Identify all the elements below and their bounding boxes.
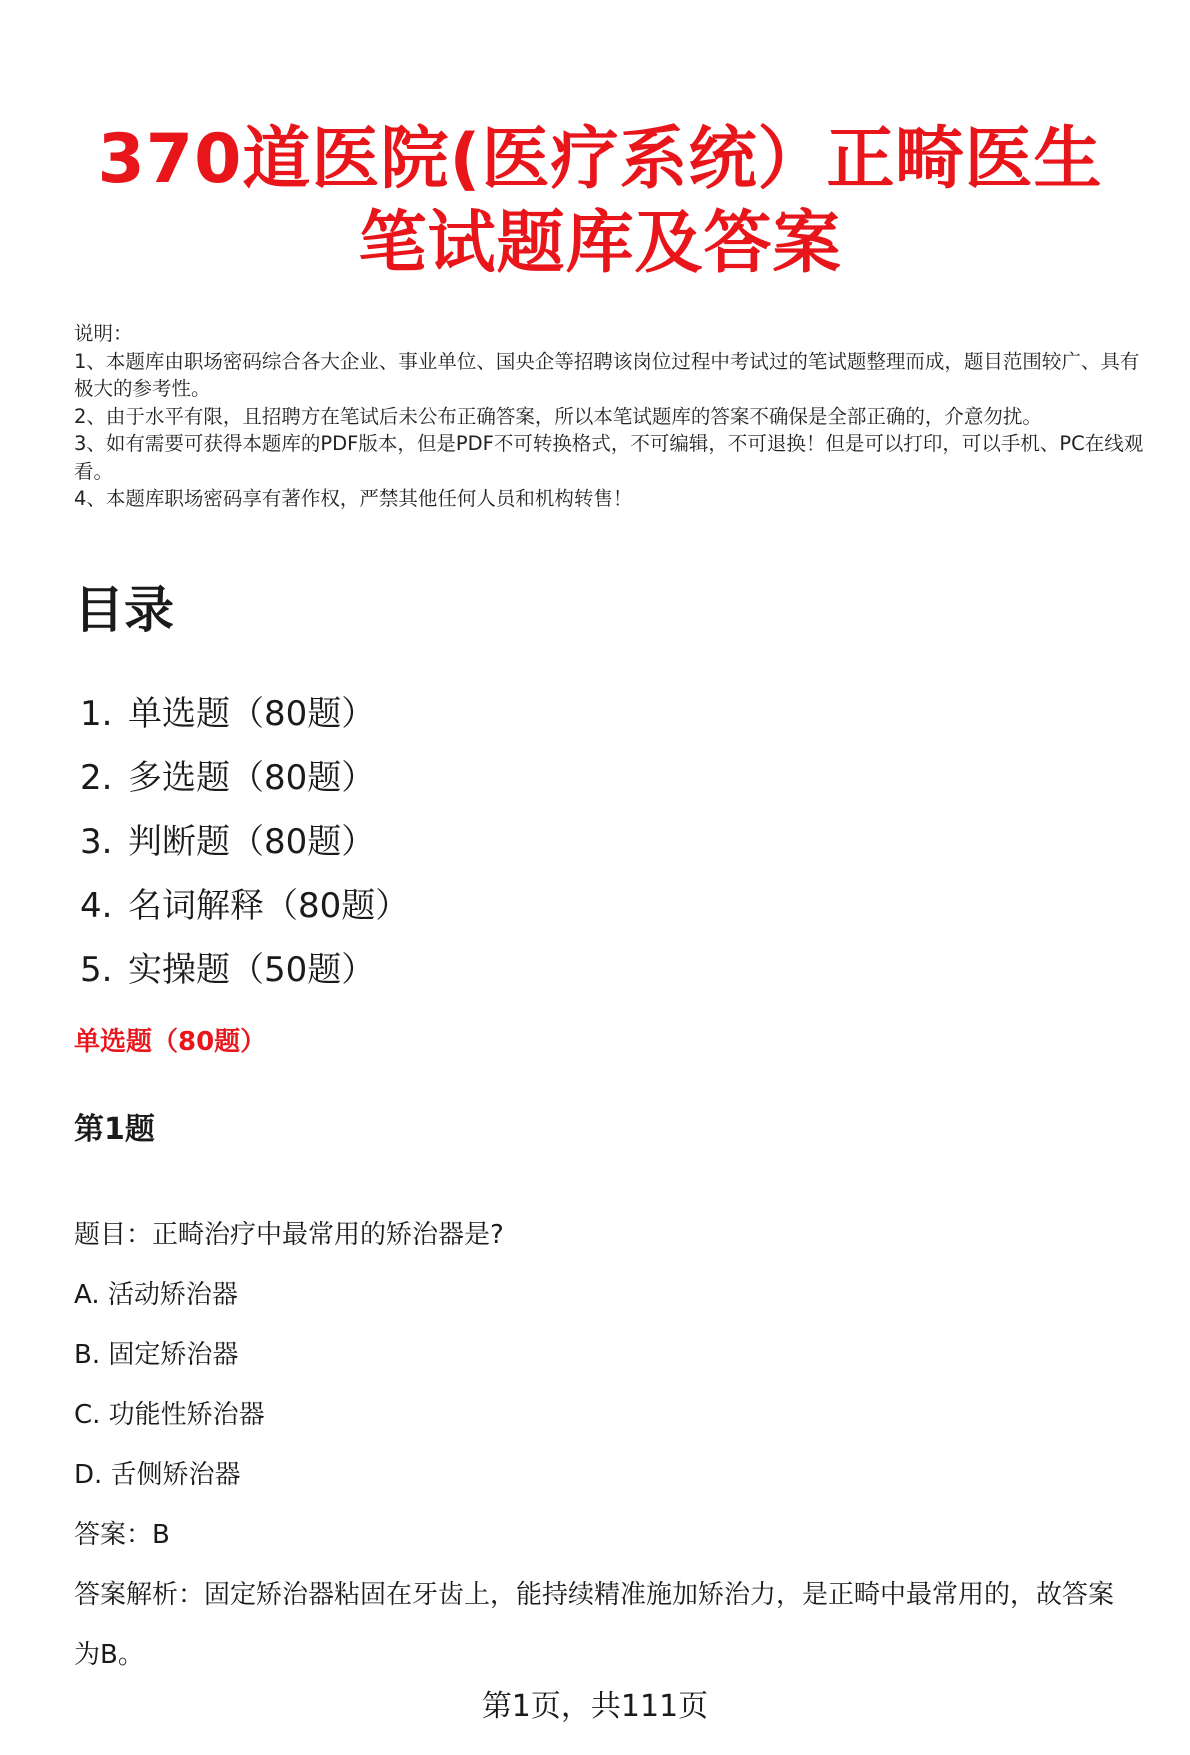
toc-item-number: 4.: [80, 886, 113, 926]
toc-item-number: 1.: [80, 694, 113, 734]
question-option-c: C. 功能性矫治器: [74, 1400, 265, 1430]
document-title: 370道医院(医疗系统）正畸医生笔试题库及答案: [97, 120, 1103, 283]
question-title: 第1题: [74, 1112, 155, 1147]
question-analysis: 答案解析：固定矫治器粘固在牙齿上，能持续精准施加矫治力，是正畸中最常用的，故答案为B。: [74, 1580, 1115, 1670]
question-block: [74, 1205, 1134, 1685]
notes-item: 3、如有需要可获得本题库的PDF版本，但是PDF不可转换格式，不可编辑，不可退换！但是可以打印，可以手机、PC在线观看。: [74, 432, 1144, 483]
notes-item: 1、本题库由职场密码综合各大企业、事业单位、国央企等招聘该岗位过程中考试过的笔试题整理而成，题目范围较广、具有极大的参考性。: [74, 349, 1140, 400]
toc-item-label: 判断题（80题）: [128, 822, 376, 862]
notes-heading: 说明：: [74, 322, 133, 345]
notes-block: [74, 320, 1149, 513]
toc-list: [80, 682, 409, 1002]
toc-item-label: 名词解释（80题）: [128, 886, 410, 926]
toc-item-practical[interactable]: [80, 938, 409, 1002]
toc-item-label: 实操题（50题）: [128, 950, 376, 990]
toc-item-single-choice[interactable]: [80, 682, 409, 746]
toc-item-multiple-choice[interactable]: [80, 746, 409, 810]
notes-item: 4、本题库职场密码享有著作权，严禁其他任何人员和机构转售！: [74, 487, 633, 510]
question-option-b: B. 固定矫治器: [74, 1340, 239, 1370]
page-footer: 第1页，共111页: [481, 1689, 709, 1724]
toc-item-true-false[interactable]: [80, 810, 409, 874]
question-stem: 题目：正畸治疗中最常用的矫治器是?: [74, 1220, 504, 1250]
toc-heading: 目录: [74, 581, 174, 639]
toc-item-label: 多选题（80题）: [128, 758, 376, 798]
question-option-d: D. 舌侧矫治器: [74, 1460, 241, 1490]
toc-item-terms[interactable]: [80, 874, 409, 938]
toc-item-label: 单选题（80题）: [128, 694, 376, 734]
toc-item-number: 5.: [80, 950, 113, 990]
notes-item: 2、由于水平有限，且招聘方在笔试后未公布正确答案，所以本笔试题库的答案不确保是全部正确的，介意勿扰。: [74, 404, 1042, 428]
toc-item-number: 2.: [80, 758, 113, 798]
question-answer: 答案：B: [74, 1520, 170, 1550]
section-title: 单选题（80题）: [74, 1027, 267, 1057]
question-option-a: A. 活动矫治器: [74, 1280, 238, 1310]
toc-item-number: 3.: [80, 822, 113, 862]
